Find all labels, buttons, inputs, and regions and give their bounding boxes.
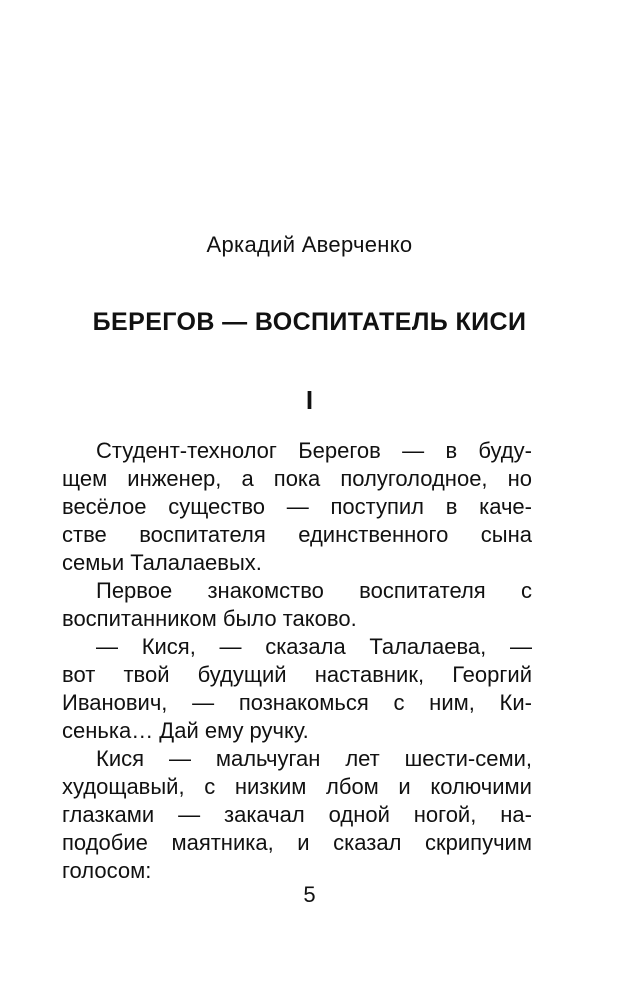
word: с	[393, 690, 405, 715]
word: мальчуган	[215, 746, 321, 771]
word: —	[286, 494, 309, 519]
word: глазками	[62, 802, 155, 827]
text-line	[62, 521, 532, 549]
text-line	[62, 717, 532, 745]
word: —	[219, 634, 242, 659]
word: Георгий	[452, 662, 532, 687]
word: скрипучим	[425, 830, 532, 855]
story-title: БЕРЕГОВ — ВОСПИТАТЕЛЬ КИСИ	[92, 308, 527, 336]
word: а	[241, 466, 254, 491]
author-name: Аркадий Аверченко	[206, 232, 413, 257]
word: Берегов	[298, 438, 381, 463]
word: стве	[62, 522, 107, 547]
word: воспитателя	[139, 522, 266, 547]
text-line	[62, 493, 532, 521]
word: Кися,	[141, 634, 196, 659]
word: с	[204, 774, 216, 799]
word: —	[509, 634, 532, 659]
word: —	[178, 802, 201, 827]
word: семьи Талалаевых.	[62, 550, 262, 575]
text-line	[62, 633, 532, 661]
text-line	[62, 577, 532, 605]
word: наставник,	[314, 662, 425, 687]
story-body	[62, 437, 532, 885]
word: Студент-технолог	[96, 438, 277, 463]
word: щем	[62, 466, 108, 491]
word: единственного	[298, 522, 449, 547]
word: колючими	[430, 774, 532, 799]
word: в	[445, 494, 458, 519]
word: маятника,	[171, 830, 274, 855]
word: с	[520, 578, 532, 603]
text-line	[62, 689, 532, 717]
text-line	[62, 437, 532, 465]
word: и	[297, 830, 310, 855]
text-line	[62, 605, 532, 633]
word: будущий	[197, 662, 287, 687]
text-line	[62, 857, 532, 885]
text-line	[62, 549, 532, 577]
word: голосом:	[62, 858, 152, 883]
word: поступил	[330, 494, 424, 519]
word: буду-	[478, 438, 532, 463]
word: но	[507, 466, 532, 491]
word: —	[402, 438, 425, 463]
word: в	[445, 438, 458, 463]
word: инженер,	[127, 466, 222, 491]
paragraph	[62, 745, 532, 885]
word: вот	[62, 662, 96, 687]
text-line	[62, 801, 532, 829]
word: пока	[273, 466, 321, 491]
word: твой	[123, 662, 170, 687]
word: —	[168, 746, 191, 771]
word: подобие	[62, 830, 148, 855]
word: Иванович,	[62, 690, 168, 715]
text-line	[62, 829, 532, 857]
word: одной	[328, 802, 390, 827]
word: каче-	[479, 494, 532, 519]
word: сказал	[333, 830, 402, 855]
chapter-number: I	[305, 385, 314, 415]
word: худощавый,	[62, 774, 185, 799]
word: Ки-	[499, 690, 532, 715]
paragraph	[62, 633, 532, 745]
word: шести-семи,	[404, 746, 532, 771]
paragraph	[62, 437, 532, 577]
page-number: 5	[303, 882, 316, 907]
word: знакомство	[207, 578, 324, 603]
word: сказала	[265, 634, 346, 659]
word: ним,	[429, 690, 475, 715]
word: Первое	[96, 578, 173, 603]
word: —	[96, 634, 118, 659]
word: воспитателя	[359, 578, 486, 603]
word: на-	[500, 802, 532, 827]
word: лет	[345, 746, 380, 771]
word: Талалаева,	[369, 634, 487, 659]
text-line	[62, 745, 532, 773]
word: полуголодное,	[340, 466, 488, 491]
text-line	[62, 661, 532, 689]
word: сенька… Дай ему ручку.	[62, 718, 309, 743]
text-line	[62, 465, 532, 493]
word: познакомься	[238, 690, 369, 715]
word: и	[398, 774, 411, 799]
word: низким	[234, 774, 307, 799]
word: ногой,	[413, 802, 477, 827]
text-line	[62, 773, 532, 801]
word: закачал	[224, 802, 305, 827]
word: —	[192, 690, 215, 715]
word: Кися	[96, 746, 145, 771]
word: воспитанником было таково.	[62, 606, 357, 631]
word: существо	[168, 494, 266, 519]
word: весёлое	[62, 494, 147, 519]
paragraph	[62, 577, 532, 633]
word: сына	[480, 522, 532, 547]
word: лбом	[326, 774, 379, 799]
